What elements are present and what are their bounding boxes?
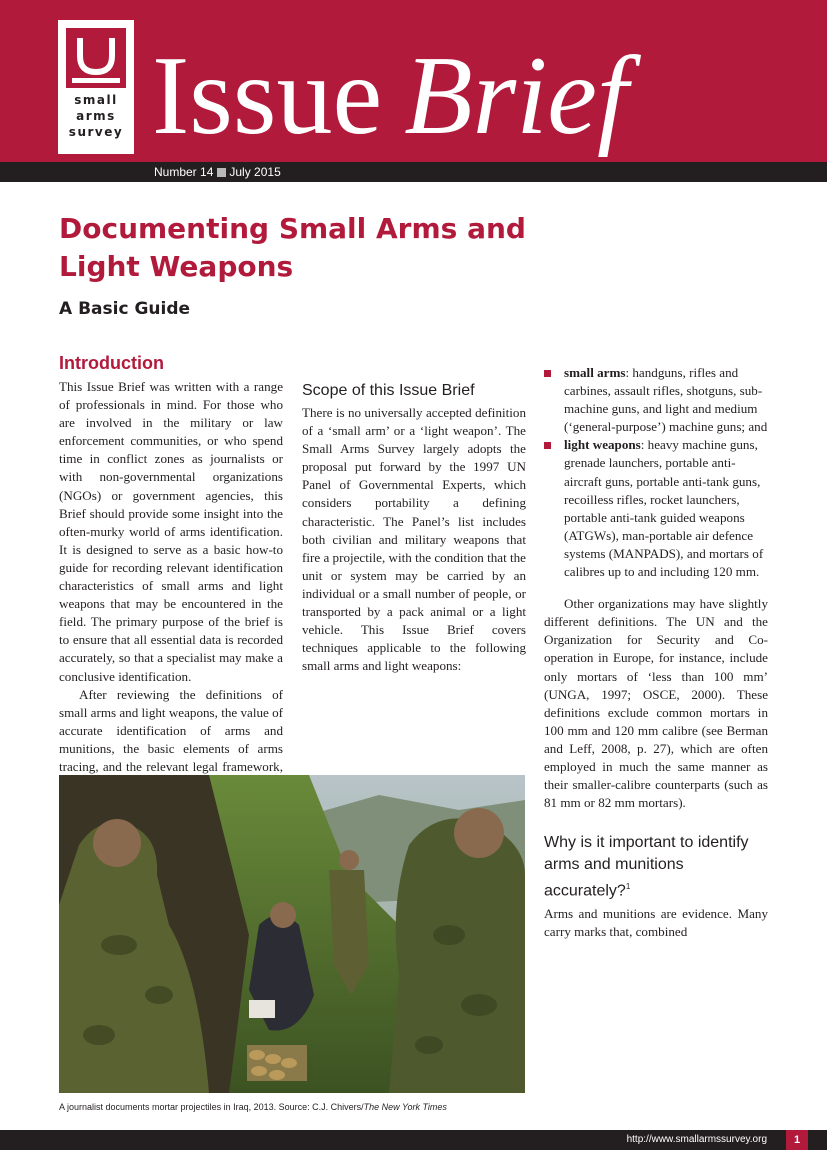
masthead-banner	[0, 0, 827, 162]
logo-line-small: small	[74, 93, 118, 107]
issue-info	[154, 162, 281, 182]
logo-mark-icon	[66, 28, 126, 88]
caption-source: The New York Times	[363, 1102, 447, 1112]
issue-number: Number 14	[154, 165, 214, 179]
article-title: Documenting Small Arms and Light Weapons	[59, 212, 526, 283]
footer-website-link[interactable]: http://www.smallarmssurvey.org	[626, 1134, 767, 1145]
footnote-marker[interactable]: 1	[625, 882, 631, 892]
why-identify-heading-text: Why is it important to identify arms and munitions accurately?	[544, 834, 749, 900]
introduction-heading: Introduction	[59, 353, 164, 373]
article-photo	[59, 775, 525, 1093]
issue-info-bar	[0, 162, 827, 182]
scope-paragraph-2: Other organizations may have slightly different definitions. The UN and the Organization for Security and Co-operation in Europe, for instance, include only mortars of ‘less than 100 mm’ (UNGA, 1997; OSCE, 2000). These definitions exclude common mortars in 100 mm and 120 mm calibre (see Berman and Leff, 2008, p. 27), which are often employed in much the same manner as their smaller-calibre counterparts (such as 81 mm or 82 mm mortars).	[544, 596, 768, 811]
intro-paragraph-2: After reviewing the definitions of small arms and light weapons, the value of accurate identification of arms and munitions, the basic elements of arms tracing, and the relevant legal framework,	[59, 686, 283, 774]
photo-caption	[59, 1101, 525, 1113]
caption-text: A journalist documents mortar projectiles in Iraq, 2013. Source: C.J. Chivers/	[59, 1102, 364, 1112]
list-item	[544, 364, 768, 436]
logo-wordmark	[58, 92, 134, 140]
list-item-term: light weapons	[564, 437, 641, 453]
column-2	[302, 348, 526, 675]
why-identify-heading	[544, 832, 768, 902]
logo-emblem	[66, 28, 126, 88]
masthead-issue: Issue	[152, 34, 383, 158]
footer-bar	[0, 1130, 827, 1150]
weapon-definitions-list	[544, 364, 768, 581]
list-item	[544, 436, 768, 581]
list-item-term: small arms	[564, 365, 626, 380]
article-subtitle: A Basic Guide	[59, 299, 191, 319]
page-number: 1	[786, 1130, 808, 1150]
small-arms-survey-logo[interactable]	[58, 20, 134, 154]
photo-illustration	[59, 775, 525, 1093]
issue-date: July 2015	[229, 165, 281, 179]
scope-heading: Scope of this Issue Brief	[302, 382, 475, 399]
bullet-square-icon	[544, 442, 551, 449]
intro-paragraph-1: This Issue Brief was written with a range of professionals in mind. For those who are involved in the military or law enforcement communities, or who spend time in conflict zones as journalists or with non-governmental organizations (NGOs) or government agencies, this Brief should provide some insight into the often-murky world of arms identification. It is designed to serve as a basic how-to guide for recording relevant identification characteristics of small arms and light weapons that may be encountered in the field. The primary purpose of the brief is to ensure that all essential data is recorded accurately, so that a specialist may make a conclusive identification.	[59, 379, 283, 684]
masthead-title	[152, 36, 628, 156]
bullet-square-icon	[544, 370, 551, 377]
list-item-text: : heavy machine guns, grenade launchers, portable anti-aircraft guns, portable anti-tank guns, recoilless rifles, rocket launchers, portable anti-tank guided weapons (ATGWs), man-portable air defence systems (MANPADS), and mortars of calibres up to and including 120 mm.	[564, 437, 764, 580]
separator-square-icon	[217, 168, 226, 177]
why-paragraph-1: Arms and munitions are evidence. Many carry marks that, combined	[544, 905, 768, 939]
logo-line-arms: arms	[76, 109, 116, 123]
list-item-text: : handguns, rifles and carbines, assault rifles, shotguns, sub-machine guns, and light and medium (‘general-purpose’) machine guns; and	[564, 365, 768, 435]
logo-line-survey: survey	[68, 125, 124, 139]
masthead-brief: Brief	[404, 34, 629, 158]
column-3	[544, 348, 768, 941]
scope-paragraph-1: There is no universally accepted definition of a ‘small arm’ or a ‘light weapon’. The Small Arms Survey largely adopts the proposal put forward by the 1997 UN Panel of Governmental Experts, which considers portability a defining characteristic. The Panel’s list includes both civilian and military weapons that fire a projectile, with the condition that the unit or system may be carried by an individual or a small number of people, or transported by a pack animal or a light vehicle. This Issue Brief covers techniques applicable to the following small arms and light weapons:	[302, 405, 526, 674]
